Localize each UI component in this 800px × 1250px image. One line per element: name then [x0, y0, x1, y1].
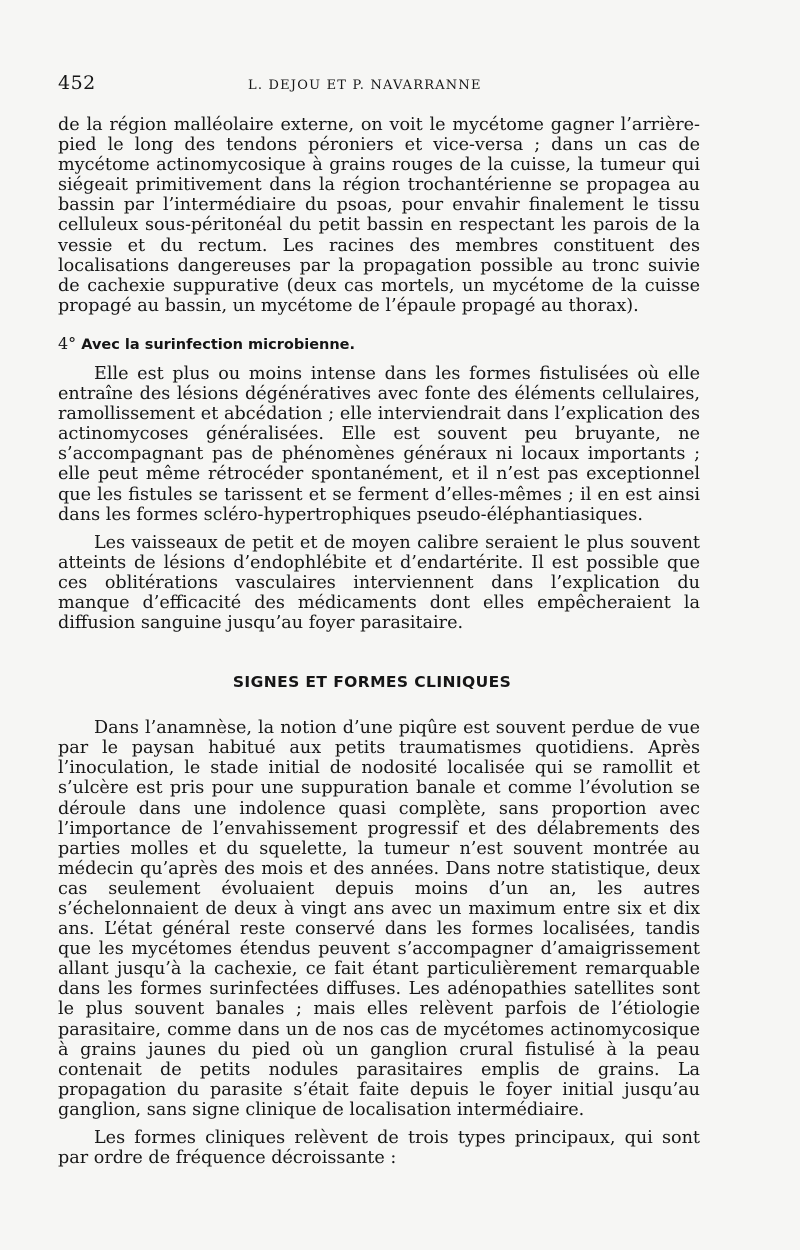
paragraph-vaisseaux: Les vaisseaux de petit et de moyen calibre seraient le plus souvent atteints de lésions d’endophlébite et d’endartérite. Il est possible que ces oblitérations vasculaires interviennent dans l’explication du manque d’efficacité des médicaments dont elles empêcheraient la diffusion sanguine jusqu’au foyer parasitaire. [58, 532, 700, 634]
paragraph-propagation: de la région malléolaire externe, on voit le mycétome gagner l’arrière-pied le long des tendons péroniers et vice-versa ; dans un cas de mycétome actinomycosique à grains rouges de la cuisse, la tumeur qui siégeait primitivement dans la région trochantérienne se propagea au bassin par l’intermédiaire du psoas, pour envahir finalement le tissu celluleux sous-péritonéal du petit bassin en respectant les parois de la vessie et du rectum. Les racines des membres constituent des localisations dangereuses par la propagation possible au tronc suivie de cachexie suppurative (deux cas mortels, un mycétome de la cuisse propagé au bassin, un mycétome de l’épaule propagé au thorax). [58, 115, 700, 316]
book-page [58, 72, 700, 1168]
paragraph-anamnese: Dans l’anamnèse, la notion d’une piqûre est souvent perdue de vue par le paysan habitué aux petits traumatismes quotidiens. Après l’inoculation, le stade initial de nodosité localisée qui se ramollit et s’ulcère est pris pour une suppuration banale et comme l’évolution se déroule dans une indolence quasi complète, sans proportion avec l’importance de l’envahissement progressif et des délabrements des parties molles et du squelette, la tumeur n’est souvent montrée au médecin qu’après des mois et des années. Dans notre statistique, deux cas seulement évoluaient depuis moins d’un an, les autres s’échelonnaient de deux à vingt ans avec un maximum entre six et dix ans. L’état général reste conservé dans les formes localisées, tandis que les mycétomes étendus peuvent s’accompagner d’amaigrissement allant jusqu’à la cachexie, ce fait étant particulièrement remarquable dans les formes surinfectées diffuses. Les adénopathies satellites sont le plus souvent banales ; mais elles relèvent parfois de l’étiologie parasitaire, comme dans un de nos cas de mycétomes actinomycosique à grains jaunes du pied où un ganglion crural fistulisé à la peau contenait de petits nodules parasitaires emplis de grains. La propagation du parasite s’était faite depuis le foyer initial jusqu’au ganglion, sans signe clinique de localisation intermédiaire. [58, 718, 700, 1120]
running-head: L. DEJOU ET P. NAVARRANNE [248, 78, 482, 93]
subheading-surinfection [58, 334, 700, 353]
page-number: 452 [58, 72, 96, 94]
paragraph-surinfection: Elle est plus ou moins intense dans les formes fistulisées où elle entraîne des lésions dégénératives avec fonte des éléments cellulaires, ramollissement et abcédation ; elle interviendrait dans l’explication des actinomycoses généralisées. Elle est souvent peu bruyante, ne s’accompagnant pas de phénomènes généraux ni locaux importants ; elle peut même rétrocéder spontanément, et il n’est pas exceptionnel que les fistules se tarissent et se ferment d’elles-mêmes ; il en est ainsi dans les formes scléro-hypertrophiques pseudo-éléphantiasiques. [58, 363, 700, 525]
page-header [58, 72, 700, 102]
subheading-text: Avec la surinfection microbienne. [81, 336, 356, 353]
paragraph-formes-cliniques: Les formes cliniques relèvent de trois types principaux, qui sont par ordre de fréquence décroissante : [58, 1128, 700, 1169]
subheading-number: 4° [58, 333, 77, 353]
section-heading: SIGNES ET FORMES CLINIQUES [232, 673, 512, 692]
